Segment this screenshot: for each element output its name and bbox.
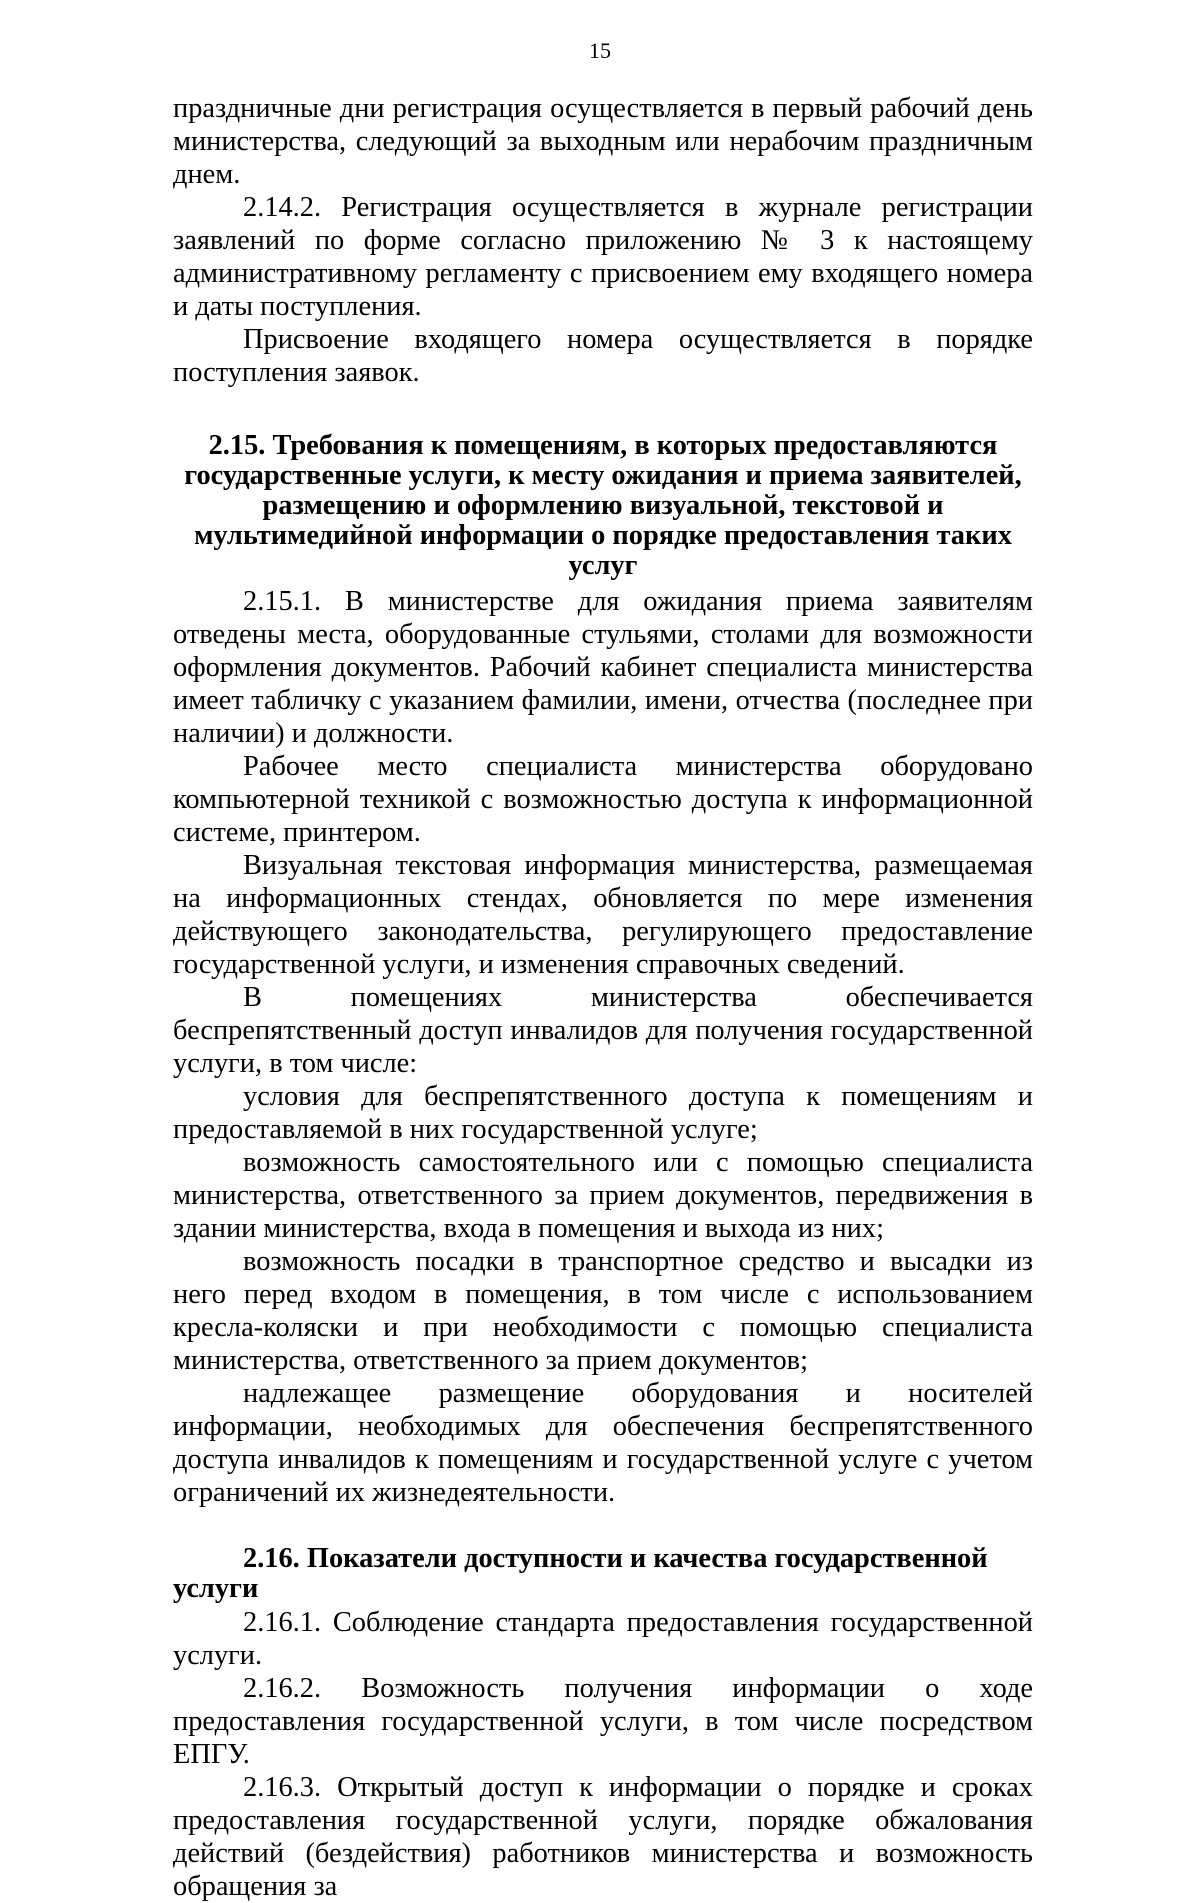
paragraph-disabled-access: В помещениях министерства обеспечивается беспрепятственный доступ инвалидов для получения государственной услуги, в том числе: bbox=[173, 982, 1033, 1079]
paragraph-movement: возможность самостоятельного или с помощью специалиста министерства, ответственного за прием документов, передвижения в здании министерства, входа в помещения и выхода из них; bbox=[173, 1147, 1033, 1244]
paragraph-workplace: Рабочее место специалиста министерства оборудовано компьютерной техникой с возможностью доступа к информационной системе, принтером. bbox=[173, 751, 1033, 848]
paragraph-equipment: надлежащее размещение оборудования и носителей информации, необходимых для обеспечения беспрепятственного доступа инвалидов к помещениям и государственной услуге с учетом ограничений их жизнедеятельности. bbox=[173, 1378, 1033, 1508]
section-heading-2-15: 2.15. Требования к помещениям, в которых предоставляются государственные услуги, к месту ожидания и приема заявителей, размещению и оформлению визуальной, текстовой и мультимедийной информации о порядке предоставления таких услуг bbox=[184, 430, 1022, 581]
paragraph-2-15-1: 2.15.1. В министерстве для ожидания приема заявителям отведены места, оборудованные стульями, столами для возможности оформления документов. Рабочий кабинет специалиста министерства имеет табличку с указанием фамилии, имени, отчества (последнее при наличии) и должности. bbox=[173, 586, 1033, 749]
page-number: 15 bbox=[589, 38, 611, 63]
paragraph-2-16-1: 2.16.1. Соблюдение стандарта предоставления государственной услуги. bbox=[173, 1607, 1033, 1671]
paragraph-2-16-2: 2.16.2. Возможность получения информации о ходе предоставления государственной услуги, в том числе посредством ЕПГУ. bbox=[173, 1673, 1033, 1770]
paragraph-2-16-3: 2.16.3. Открытый доступ к информации о порядке и сроках предоставления государственной услуги, порядке обжалования действий (бездействия) работников министерства и возможность обращения за bbox=[173, 1772, 1033, 1902]
section-heading-2-16: 2.16. Показатели доступности и качества государственной услуги bbox=[173, 1543, 988, 1604]
paragraph-transport: возможность посадки в транспортное средство и высадки из него перед входом в помещения, в том числе с использованием кресла-коляски и при необходимости с помощью специалиста министерства, ответственного за прием документов; bbox=[173, 1246, 1033, 1376]
document-body bbox=[173, 92, 1033, 1903]
paragraph-incoming-number: Присвоение входящего номера осуществляется в порядке поступления заявок. bbox=[173, 324, 1033, 388]
paragraph-visual-info: Визуальная текстовая информация министерства, размещаемая на информационных стендах, обновляется по мере изменения действующего законодательства, регулирующего предоставление государственной услуги, и изменения справочных сведений. bbox=[173, 850, 1033, 980]
paragraph-access-conditions: условия для беспрепятственного доступа к помещениям и предоставляемой в них государственной услуге; bbox=[173, 1081, 1033, 1145]
paragraph-continuation: праздничные дни регистрация осуществляется в первый рабочий день министерства, следующий за выходным или нерабочим праздничным днем. bbox=[173, 93, 1033, 190]
paragraph-2-14-2: 2.14.2. Регистрация осуществляется в журнале регистрации заявлений по форме согласно приложению № 3 к настоящему административному регламенту с присвоением ему входящего номера и даты поступления. bbox=[173, 192, 1033, 322]
